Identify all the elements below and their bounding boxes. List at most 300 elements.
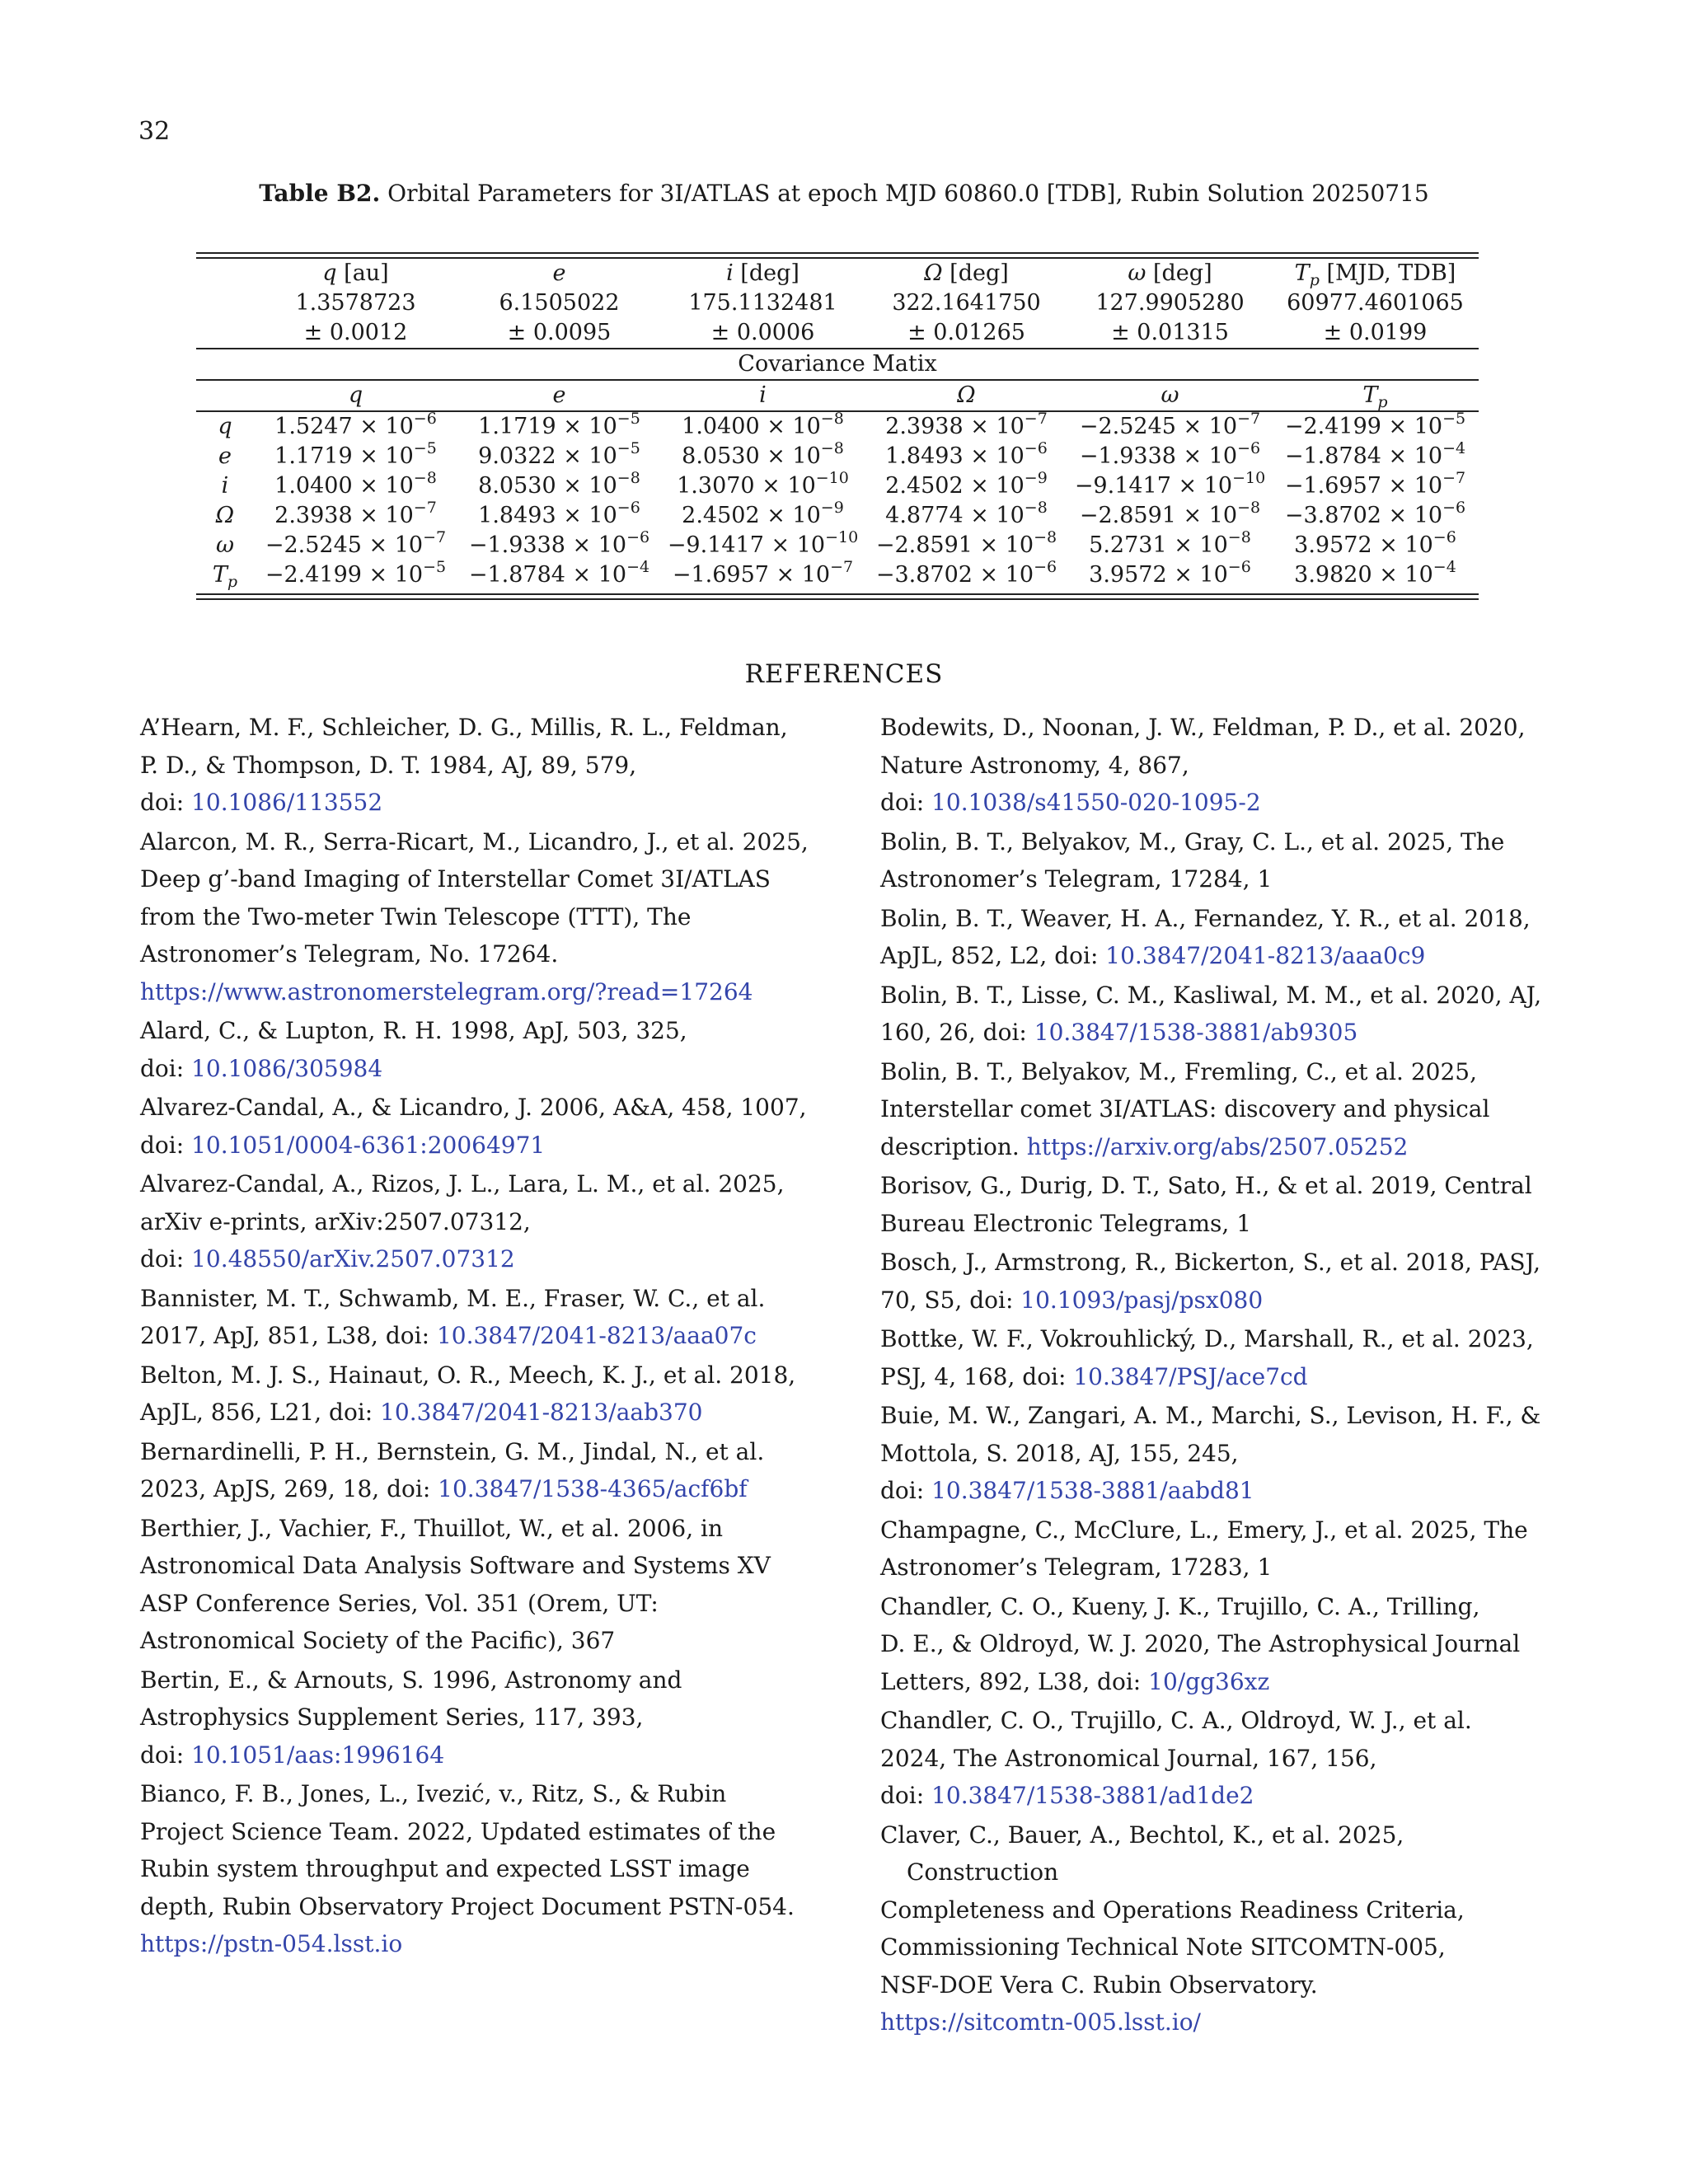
table-caption-text: Orbital Parameters for 3I/ATLAS at epoch MJD 60860.0 [TDB], Rubin Solution 20250715 bbox=[387, 180, 1429, 207]
cov-mantissa: −2.5245 × 10 bbox=[1079, 414, 1238, 439]
cov-exponent: −5 bbox=[1442, 410, 1466, 428]
cov-symbol: Ω bbox=[215, 503, 235, 528]
cov-header-3 bbox=[865, 381, 1068, 410]
cov-cell bbox=[1272, 528, 1479, 560]
cov-symbol: ω bbox=[215, 532, 235, 558]
cov-symbol: i bbox=[759, 382, 767, 408]
cov-mantissa: 2.4502 × 10 bbox=[885, 473, 1025, 499]
reference-line: PSJ, 4, 168, doi: 10.3847/PSJ/ace7cd bbox=[880, 1362, 1308, 1390]
reference-entry bbox=[140, 1357, 849, 1432]
param-symbol: q bbox=[322, 260, 337, 286]
cov-header-2 bbox=[661, 381, 865, 410]
reference-line: arXiv e-prints, arXiv:2507.07312, bbox=[140, 1207, 531, 1235]
reference-line: Bannister, M. T., Schwamb, M. E., Fraser, W. C., et al. bbox=[140, 1284, 766, 1312]
reference-entry bbox=[140, 1775, 849, 1963]
cov-exponent: −8 bbox=[1024, 499, 1048, 517]
cov-exponent: −6 bbox=[1024, 439, 1048, 457]
param-unit: [deg] bbox=[942, 260, 1009, 286]
cov-symbol: i bbox=[221, 473, 229, 499]
cov-header-1 bbox=[457, 381, 661, 410]
cov-cell bbox=[1068, 412, 1272, 442]
cov-cell bbox=[865, 412, 1068, 442]
cov-exponent: −7 bbox=[1442, 469, 1466, 487]
param-header-row bbox=[196, 259, 1479, 288]
param-unit: [deg] bbox=[733, 260, 799, 286]
reference-line: 2017, ApJ, 851, L38, doi: 10.3847/2041-8213/aaa07c bbox=[140, 1322, 757, 1349]
cov-mantissa: −3.8702 × 10 bbox=[1284, 503, 1443, 528]
covariance-title: Covariance Matix bbox=[738, 351, 937, 377]
reference-line: Bertin, E., & Arnouts, S. 1996, Astronomy and bbox=[140, 1666, 682, 1694]
cov-exponent: −6 bbox=[413, 410, 437, 428]
cov-cell bbox=[457, 560, 661, 590]
cov-mantissa: −9.1417 × 10 bbox=[667, 532, 826, 558]
reference-line: Astronomer’s Telegram, No. 17264. bbox=[140, 940, 559, 968]
cov-exponent: −8 bbox=[820, 410, 844, 428]
reference-link[interactable]: 10.3847/PSJ/ace7cd bbox=[1073, 1362, 1308, 1390]
reference-link[interactable]: https://sitcomtn-005.lsst.io/ bbox=[880, 2008, 1201, 2036]
reference-line bbox=[880, 2004, 1556, 2041]
cov-exponent: −6 bbox=[1237, 439, 1261, 457]
page-number: 32 bbox=[138, 117, 171, 146]
reference-link[interactable]: https://pstn-054.lsst.io bbox=[140, 1930, 403, 1957]
reference-line: from the Two-meter Twin Telescope (TTT), The bbox=[140, 902, 692, 930]
cov-exponent: −8 bbox=[1227, 528, 1251, 546]
cov-symbol: e bbox=[552, 382, 566, 408]
cov-symbol: Ω bbox=[957, 382, 976, 408]
cov-cell bbox=[865, 501, 1068, 531]
cov-cell bbox=[1068, 471, 1272, 501]
reference-entry bbox=[880, 977, 1556, 1052]
param-value-0: 1.3578723 bbox=[295, 290, 416, 316]
param-unit: [au] bbox=[336, 260, 389, 286]
cov-row-label bbox=[196, 442, 254, 471]
cov-cell bbox=[254, 501, 457, 531]
cov-cell bbox=[661, 501, 865, 531]
cov-subscript: p bbox=[227, 573, 238, 591]
cov-symbol: $T_p$ bbox=[1362, 382, 1388, 411]
cov-exponent: −8 bbox=[820, 439, 844, 457]
reference-line: Interstellar comet 3I/ATLAS: discovery and physical bbox=[880, 1095, 1490, 1122]
reference-line: Rubin system throughput and expected LSST image bbox=[140, 1855, 750, 1882]
reference-line: Letters, 892, L38, doi: 10/gg36xz bbox=[880, 1667, 1270, 1695]
references-right-column bbox=[880, 709, 1556, 2043]
cov-mantissa: 8.0530 × 10 bbox=[682, 443, 821, 469]
reference-line: doi: 10.1051/0004-6361:20064971 bbox=[140, 1131, 546, 1159]
cov-cell bbox=[1068, 528, 1272, 560]
reference-line: Bianco, F. B., Jones, L., Ivezić, v., Ritz, S., & Rubin bbox=[140, 1780, 727, 1807]
reference-line: ApJL, 852, L2, doi: 10.3847/2041-8213/aaa0c9 bbox=[880, 942, 1426, 969]
reference-entry bbox=[880, 1167, 1556, 1242]
orbital-parameters-table bbox=[196, 252, 1479, 600]
reference-line: Astronomical Society of the Pacific), 367 bbox=[140, 1627, 616, 1654]
cov-mantissa: −2.4199 × 10 bbox=[265, 562, 424, 588]
reference-line: Bolin, B. T., Belyakov, M., Gray, C. L., et al. 2025, The bbox=[880, 827, 1505, 855]
reference-line: NSF-DOE Vera C. Rubin Observatory. bbox=[880, 1971, 1318, 1999]
reference-link[interactable]: 10.3847/2041-8213/aaa07c bbox=[436, 1322, 757, 1349]
reference-line: Bolin, B. T., Weaver, H. A., Fernandez, Y. R., et al. 2018, bbox=[880, 904, 1531, 932]
cov-subscript: p bbox=[1377, 393, 1388, 411]
reference-line: ApJL, 856, L21, doi: 10.3847/2041-8213/aab370 bbox=[140, 1399, 703, 1426]
reference-entry bbox=[880, 1588, 1556, 1701]
covariance-title-table bbox=[196, 349, 1479, 379]
cov-mantissa: 4.8774 × 10 bbox=[885, 503, 1025, 528]
cov-cell bbox=[1068, 439, 1272, 471]
reference-entry bbox=[140, 823, 849, 1011]
cov-cell bbox=[661, 560, 865, 590]
reference-link[interactable]: 10/gg36xz bbox=[1148, 1667, 1270, 1695]
reference-line: Bureau Electronic Telegrams, 1 bbox=[880, 1209, 1252, 1237]
cov-exponent: −4 bbox=[1442, 439, 1466, 457]
param-value-3: 322.1641750 bbox=[892, 290, 1041, 316]
cov-symbol: q bbox=[218, 414, 232, 439]
reference-line: Bodewits, D., Noonan, J. W., Feldman, P. D., et al. 2020, bbox=[880, 714, 1526, 741]
reference-link[interactable]: https://www.astronomerstelegram.org/?read=17264 bbox=[140, 977, 753, 1005]
cov-row-label bbox=[196, 531, 254, 560]
table-bottom-rule bbox=[196, 593, 1479, 600]
reference-line: depth, Rubin Observatory Project Document PSTN-054. bbox=[140, 1892, 795, 1920]
reference-line: Completeness and Operations Readiness Criteria, bbox=[880, 1896, 1465, 1924]
reference-entry bbox=[140, 1089, 849, 1164]
cov-symbol: ω bbox=[1160, 382, 1179, 408]
cov-mantissa: −1.8784 × 10 bbox=[468, 562, 627, 588]
cov-symbol: $T_p$ bbox=[212, 562, 238, 591]
cov-exponent: −5 bbox=[617, 410, 640, 428]
cov-row-label bbox=[196, 471, 254, 501]
reference-line: Bolin, B. T., Belyakov, M., Fremling, C., et al. 2025, bbox=[880, 1057, 1477, 1085]
cov-exponent: −7 bbox=[1024, 410, 1048, 428]
reference-entry bbox=[140, 1433, 849, 1508]
cov-mantissa: 8.0530 × 10 bbox=[478, 473, 617, 499]
reference-line bbox=[140, 973, 849, 1011]
cov-header-5 bbox=[1272, 381, 1479, 410]
cov-mantissa: 2.3938 × 10 bbox=[274, 503, 414, 528]
reference-line: doi: 10.3847/1538-3881/aabd81 bbox=[880, 1477, 1254, 1504]
reference-link[interactable]: 10.1086/305984 bbox=[191, 1054, 383, 1082]
cov-exponent: −6 bbox=[1034, 558, 1057, 576]
cov-cell bbox=[254, 560, 457, 590]
reference-line: Bottke, W. F., Vokrouhlický, D., Marshall, R., et al. 2023, bbox=[880, 1325, 1534, 1352]
reference-entry bbox=[140, 1661, 849, 1774]
reference-link[interactable]: 10.1086/113552 bbox=[191, 789, 383, 816]
reference-link[interactable]: 10.3847/2041-8213/aab370 bbox=[380, 1399, 703, 1426]
cov-cell bbox=[254, 528, 457, 560]
cov-mantissa: 3.9572 × 10 bbox=[1089, 562, 1228, 588]
reference-line: 2023, ApJS, 269, 18, doi: 10.3847/1538-4365/acf6bf bbox=[140, 1475, 748, 1502]
param-uncertainty-0: ± 0.0012 bbox=[303, 320, 408, 345]
cov-cell bbox=[865, 560, 1068, 590]
reference-link[interactable]: 10.1093/pasj/psx080 bbox=[1020, 1286, 1264, 1314]
param-uncertainty-5: ± 0.0199 bbox=[1323, 320, 1428, 345]
cov-mantissa: 2.4502 × 10 bbox=[682, 503, 821, 528]
cov-row-label bbox=[196, 501, 254, 531]
cov-row-label bbox=[196, 412, 254, 442]
cov-cell bbox=[457, 528, 661, 560]
cov-row bbox=[196, 501, 1479, 531]
reference-link[interactable]: 10.3847/1538-4365/acf6bf bbox=[438, 1475, 748, 1502]
param-symbol: i bbox=[726, 260, 734, 286]
reference-entry bbox=[880, 1053, 1556, 1166]
reference-line: doi: 10.1086/305984 bbox=[140, 1054, 383, 1082]
cov-exponent: −8 bbox=[1034, 528, 1057, 546]
cov-symbol: q bbox=[348, 382, 363, 408]
cov-mantissa: −1.9338 × 10 bbox=[1079, 443, 1238, 469]
reference-line: Astrophysics Supplement Series, 117, 393, bbox=[140, 1704, 644, 1731]
param-symbol: $T_p$ bbox=[1294, 260, 1320, 289]
reference-line: doi: 10.1038/s41550-020-1095-2 bbox=[880, 789, 1261, 816]
cov-mantissa: 1.3070 × 10 bbox=[677, 473, 816, 499]
cov-cell bbox=[865, 439, 1068, 471]
cov-exponent: −7 bbox=[413, 499, 437, 517]
param-symbol: Ω bbox=[924, 260, 943, 286]
reference-link[interactable]: 10.3847/1538-3881/aabd81 bbox=[931, 1477, 1254, 1504]
cov-exponent: −4 bbox=[626, 558, 650, 576]
param-header-4 bbox=[1068, 259, 1272, 288]
param-uncertainty-3: ± 0.01265 bbox=[907, 320, 1025, 345]
param-value-4: 127.9905280 bbox=[1095, 290, 1245, 316]
param-unit: [deg] bbox=[1146, 260, 1212, 286]
reference-line bbox=[140, 1925, 849, 1963]
cov-exponent: −5 bbox=[423, 558, 447, 576]
cov-row-spacer bbox=[196, 381, 254, 410]
param-value-5: 60977.4601065 bbox=[1287, 290, 1464, 316]
cov-exponent: −8 bbox=[617, 469, 640, 487]
reference-entry bbox=[880, 1320, 1556, 1395]
cov-exponent: −10 bbox=[815, 469, 849, 487]
parameters-grid bbox=[196, 259, 1479, 348]
cov-header-0 bbox=[254, 381, 457, 410]
reference-line: Astronomical Data Analysis Software and Systems XV bbox=[140, 1552, 771, 1579]
cov-mantissa: −2.8591 × 10 bbox=[1079, 503, 1238, 528]
reference-line: doi: 10.1086/113552 bbox=[140, 789, 383, 816]
cov-cell bbox=[1272, 471, 1479, 501]
cov-symbol: e bbox=[218, 443, 232, 469]
param-header-5 bbox=[1272, 259, 1479, 288]
reference-line: Alvarez-Candal, A., & Licandro, J. 2006, A&A, 458, 1007, bbox=[140, 1094, 807, 1121]
cov-row bbox=[196, 531, 1479, 560]
reference-entry bbox=[880, 1702, 1556, 1815]
cov-mantissa: −2.4199 × 10 bbox=[1284, 414, 1443, 439]
param-uncertainty-4: ± 0.01315 bbox=[1111, 320, 1229, 345]
table-top-rule bbox=[196, 252, 1479, 259]
reference-line: Champagne, C., McClure, L., Emery, J., et al. 2025, The bbox=[880, 1516, 1528, 1544]
cov-mantissa: 2.3938 × 10 bbox=[885, 414, 1025, 439]
cov-row-label bbox=[196, 560, 254, 590]
cov-cell bbox=[1272, 560, 1479, 590]
reference-link[interactable]: 10.1051/aas:1996164 bbox=[191, 1741, 445, 1769]
cov-exponent: −6 bbox=[626, 528, 650, 546]
cov-cell bbox=[661, 471, 865, 501]
reference-line: Borisov, G., Durig, D. T., Sato, H., & et al. 2019, Central bbox=[880, 1172, 1532, 1199]
cov-cell bbox=[661, 528, 865, 560]
param-value-2: 175.1132481 bbox=[688, 290, 837, 316]
cov-exponent: −6 bbox=[1432, 528, 1456, 546]
cov-exponent: −5 bbox=[617, 439, 640, 457]
reference-line: Chandler, C. O., Trujillo, C. A., Oldroyd, W. J., et al. bbox=[880, 1707, 1472, 1734]
reference-line: Berthier, J., Vachier, F., Thuillot, W., et al. 2006, in bbox=[140, 1514, 723, 1542]
reference-line: Alard, C., & Lupton, R. H. 1998, ApJ, 503, 325, bbox=[140, 1017, 687, 1044]
cov-mantissa: 9.0322 × 10 bbox=[478, 443, 617, 469]
reference-line: doi: 10.1051/aas:1996164 bbox=[140, 1741, 445, 1769]
reference-line: Project Science Team. 2022, Updated estimates of the bbox=[140, 1817, 776, 1845]
cov-header-row bbox=[196, 381, 1479, 410]
cov-exponent: −6 bbox=[1442, 499, 1466, 517]
cov-cell bbox=[865, 528, 1068, 560]
cov-mantissa: 5.2731 × 10 bbox=[1089, 532, 1228, 558]
reference-entry bbox=[880, 823, 1556, 898]
reference-line: 70, S5, doi: 10.1093/pasj/psx080 bbox=[880, 1286, 1264, 1314]
cov-exponent: −10 bbox=[825, 528, 859, 546]
cov-exponent: −7 bbox=[830, 558, 854, 576]
reference-entry bbox=[880, 900, 1556, 975]
cov-mantissa: 1.5247 × 10 bbox=[274, 414, 414, 439]
param-uncertainty-row bbox=[196, 318, 1479, 348]
param-value-row bbox=[196, 288, 1479, 318]
reference-link[interactable]: 10.48550/arXiv.2507.07312 bbox=[191, 1245, 515, 1272]
reference-entry bbox=[140, 709, 849, 822]
reference-line: Bernardinelli, P. H., Bernstein, G. M., Jindal, N., et al. bbox=[140, 1437, 765, 1465]
cov-exponent: −5 bbox=[413, 439, 437, 457]
cov-exponent: −8 bbox=[1237, 499, 1261, 517]
cov-exponent: −9 bbox=[820, 499, 844, 517]
cov-cell bbox=[1272, 501, 1479, 531]
reference-line: P. D., & Thompson, D. T. 1984, AJ, 89, 579, bbox=[140, 751, 637, 779]
cov-cell bbox=[1272, 412, 1479, 442]
reference-line: Astronomer’s Telegram, 17283, 1 bbox=[880, 1554, 1273, 1581]
reference-line: ASP Conference Series, Vol. 351 (Orem, UT: bbox=[140, 1589, 659, 1617]
reference-link[interactable]: https://arxiv.org/abs/2507.05252 bbox=[1026, 1132, 1409, 1160]
reference-entry bbox=[880, 1244, 1556, 1319]
cov-row bbox=[196, 412, 1479, 442]
cov-exponent: −6 bbox=[617, 499, 640, 517]
reference-link[interactable]: 10.3847/2041-8213/aaa0c9 bbox=[1105, 942, 1426, 969]
cov-cell bbox=[457, 471, 661, 501]
reference-line: Chandler, C. O., Kueny, J. K., Trujillo, C. A., Trilling, bbox=[880, 1592, 1480, 1620]
cov-mantissa: 3.9572 × 10 bbox=[1294, 532, 1433, 558]
cov-mantissa: 1.8493 × 10 bbox=[885, 443, 1025, 469]
reference-line: 2024, The Astronomical Journal, 167, 156, bbox=[880, 1744, 1377, 1772]
reference-line: A’Hearn, M. F., Schleicher, D. G., Millis, R. L., Feldman, bbox=[140, 714, 788, 741]
table-caption bbox=[0, 180, 1688, 207]
param-header-2 bbox=[661, 259, 865, 288]
cov-cell bbox=[1068, 560, 1272, 590]
covariance-matrix-body bbox=[196, 412, 1479, 590]
cov-cell bbox=[661, 412, 865, 442]
cov-row bbox=[196, 442, 1479, 471]
cov-cell bbox=[661, 439, 865, 471]
cov-cell bbox=[457, 412, 661, 442]
cov-exponent: −7 bbox=[1237, 410, 1261, 428]
cov-mantissa: 3.9820 × 10 bbox=[1294, 562, 1433, 588]
cov-mantissa: 1.0400 × 10 bbox=[682, 414, 821, 439]
param-symbol: ω bbox=[1128, 260, 1146, 286]
reference-line: Bolin, B. T., Lisse, C. M., Kasliwal, M. M., et al. 2020, AJ, bbox=[880, 981, 1542, 1009]
reference-line: Alarcon, M. R., Serra-Ricart, M., Licandro, J., et al. 2025, bbox=[140, 827, 809, 855]
reference-link[interactable]: 10.1051/0004-6361:20064971 bbox=[191, 1131, 546, 1159]
cov-mantissa: −2.5245 × 10 bbox=[265, 532, 424, 558]
reference-link[interactable]: 10.3847/1538-3881/ad1de2 bbox=[931, 1782, 1254, 1809]
param-header-0 bbox=[254, 259, 457, 288]
cov-cell bbox=[1272, 439, 1479, 471]
reference-line: description. https://arxiv.org/abs/2507.05252 bbox=[880, 1132, 1409, 1160]
reference-line: Commissioning Technical Note SITCOMTN-005, bbox=[880, 1933, 1446, 1961]
param-uncertainty-2: ± 0.0006 bbox=[710, 320, 815, 345]
reference-entry bbox=[140, 1012, 849, 1087]
reference-line: Bosch, J., Armstrong, R., Bickerton, S., et al. 2018, PASJ, bbox=[880, 1249, 1540, 1276]
reference-entry bbox=[880, 1397, 1556, 1510]
cov-header-4 bbox=[1068, 381, 1272, 410]
cov-cell bbox=[457, 501, 661, 531]
cov-mantissa: 1.1719 × 10 bbox=[274, 443, 414, 469]
param-row-spacer bbox=[196, 288, 254, 318]
reference-link[interactable]: 10.1038/s41550-020-1095-2 bbox=[931, 789, 1261, 816]
reference-entry bbox=[880, 1816, 1556, 2041]
param-header-3 bbox=[865, 259, 1068, 288]
cov-mantissa: −1.8784 × 10 bbox=[1284, 443, 1443, 469]
cov-mantissa: 1.0400 × 10 bbox=[274, 473, 414, 499]
reference-entry bbox=[140, 1165, 849, 1278]
table-caption-label: Table B2. bbox=[259, 180, 381, 207]
cov-exponent: −8 bbox=[413, 469, 437, 487]
reference-entry bbox=[880, 709, 1556, 822]
references-heading: REFERENCES bbox=[744, 659, 944, 689]
cov-row bbox=[196, 560, 1479, 590]
reference-line: Mottola, S. 2018, AJ, 155, 245, bbox=[880, 1439, 1239, 1467]
param-row-spacer bbox=[196, 318, 254, 348]
reference-line: Belton, M. J. S., Hainaut, O. R., Meech, K. J., et al. 2018, bbox=[140, 1361, 796, 1389]
cov-mantissa: −1.9338 × 10 bbox=[468, 532, 627, 558]
param-header-1 bbox=[457, 259, 661, 288]
cov-cell bbox=[254, 471, 457, 501]
cov-mantissa: −3.8702 × 10 bbox=[875, 562, 1034, 588]
reference-line: Deep g’-band Imaging of Interstellar Comet 3I/ATLAS bbox=[140, 865, 771, 893]
param-value-1: 6.1505022 bbox=[499, 290, 620, 316]
reference-line: Nature Astronomy, 4, 867, bbox=[880, 751, 1189, 779]
reference-line: doi: 10.3847/1538-3881/ad1de2 bbox=[880, 1782, 1254, 1809]
cov-exponent: −10 bbox=[1232, 469, 1266, 487]
cov-exponent: −7 bbox=[423, 528, 447, 546]
reference-line: Buie, M. W., Zangari, A. M., Marchi, S., Levison, H. F., & bbox=[880, 1402, 1541, 1429]
cov-mantissa: 1.1719 × 10 bbox=[478, 414, 617, 439]
cov-mantissa: −1.6957 × 10 bbox=[1284, 473, 1443, 499]
cov-exponent: −6 bbox=[1227, 558, 1251, 576]
param-symbol: e bbox=[552, 260, 566, 286]
reference-link[interactable]: 10.3847/1538-3881/ab9305 bbox=[1034, 1019, 1358, 1046]
covariance-matrix bbox=[196, 381, 1479, 410]
param-subscript: p bbox=[1309, 271, 1320, 289]
references-left-column bbox=[140, 709, 849, 1965]
param-row-spacer bbox=[196, 259, 254, 288]
reference-entry bbox=[140, 1280, 849, 1355]
reference-entry bbox=[140, 1510, 849, 1660]
cov-cell bbox=[865, 471, 1068, 501]
cov-exponent: −9 bbox=[1024, 469, 1048, 487]
cov-mantissa: 1.8493 × 10 bbox=[478, 503, 617, 528]
reference-line: Alvarez-Candal, A., Rizos, J. L., Lara, L. M., et al. 2025, bbox=[140, 1170, 785, 1197]
cov-row bbox=[196, 471, 1479, 501]
cov-mantissa: −1.6957 × 10 bbox=[672, 562, 831, 588]
cov-mantissa: −2.8591 × 10 bbox=[875, 532, 1034, 558]
reference-line: Claver, C., Bauer, A., Bechtol, K., et al. 2025, Construction bbox=[880, 1821, 1404, 1886]
param-uncertainty-1: ± 0.0095 bbox=[507, 320, 612, 345]
reference-line: Astronomer’s Telegram, 17284, 1 bbox=[880, 865, 1273, 893]
cov-mantissa: −9.1417 × 10 bbox=[1074, 473, 1233, 499]
cov-cell bbox=[254, 412, 457, 442]
cov-cell bbox=[1068, 501, 1272, 531]
reference-line: 160, 26, doi: 10.3847/1538-3881/ab9305 bbox=[880, 1019, 1358, 1046]
cov-cell bbox=[457, 439, 661, 471]
reference-entry bbox=[880, 1511, 1556, 1586]
cov-exponent: −4 bbox=[1432, 558, 1456, 576]
